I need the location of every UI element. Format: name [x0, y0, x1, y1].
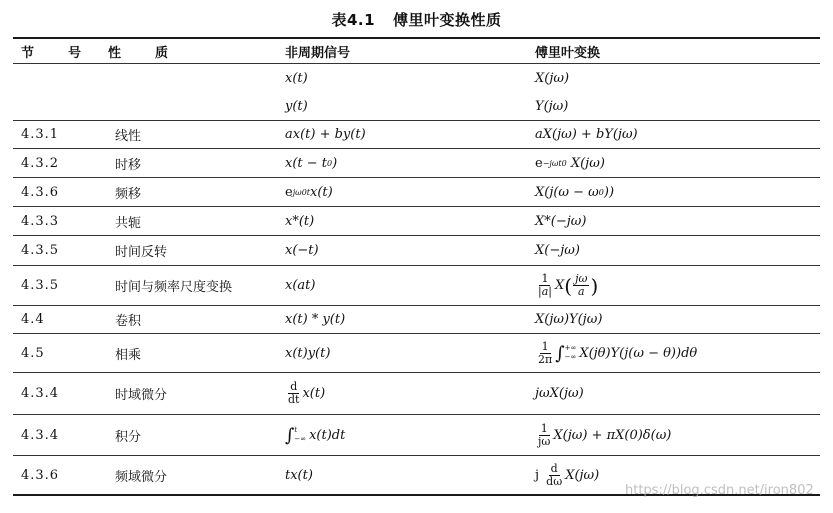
property-name: 频域微分 [115, 469, 168, 485]
table-row [13, 373, 820, 414]
section-number: 4.3.5 [21, 243, 60, 258]
transform-cell: Y(jω) [535, 99, 569, 114]
property-name: 线性 [115, 129, 142, 144]
property-name: 频移 [115, 186, 142, 202]
header-transform: 傅里叶变换 [535, 46, 601, 61]
header-property: 性 质 [108, 46, 169, 61]
section-number: 4.3.4 [21, 386, 60, 401]
transform-cell: $\frac{1}{2\pi}$ ∫ +∞ −∞ X(jθ)Y(j(ω − θ))dθ [538, 339, 698, 366]
header-section: 节 号 [21, 46, 82, 61]
section-number: 4.3.1 [21, 127, 60, 142]
transform-cell: X(−jω) [535, 243, 580, 258]
property-name: 时移 [115, 157, 142, 173]
table-number: 表4.1 [331, 11, 376, 29]
transform-cell: X(jω)Y(jω) [535, 312, 603, 327]
table-row [13, 93, 820, 120]
table-row [13, 306, 820, 333]
signal-cell: x(at) [285, 278, 316, 293]
signal-cell: x(t) * y(t) [285, 312, 346, 327]
table-title: 傅里叶变换性质 [393, 11, 502, 29]
property-name: 相乘 [115, 347, 142, 363]
table-row [13, 415, 820, 455]
property-name: 时域微分 [115, 388, 168, 403]
section-number: 4.3.3 [21, 213, 60, 229]
section-number: 4.5 [21, 345, 45, 361]
section-number: 4.3.4 [21, 427, 60, 443]
table-row [13, 236, 820, 265]
signal-cell: e jω0t x(t) [285, 184, 333, 200]
transform-cell: jωX(jω) [535, 386, 584, 401]
header-signal: 非周期信号 [285, 46, 351, 61]
property-name: 共轭 [115, 215, 142, 231]
signal-cell: x(t − t 0 ) [285, 155, 338, 171]
signal-cell: x*(t) [285, 213, 315, 229]
transform-cell: X(jω) [535, 71, 570, 86]
property-name: 时间反转 [115, 245, 168, 260]
transform-cell: aX(jω) + bY(jω) [535, 127, 638, 142]
table-row [13, 178, 820, 206]
section-number: 4.3.6 [21, 184, 60, 200]
signal-cell: x(t)y(t) [285, 345, 331, 361]
transform-cell: X(j(ω − ω 0 )) [535, 184, 615, 200]
table-row [13, 266, 820, 305]
table-header-row [13, 39, 820, 64]
signal-cell: $\frac{d}{dt}$ x(t) [288, 380, 326, 406]
table-row [13, 334, 820, 372]
transform-cell: j $\frac{d}{d\omega}$ X(jω) [535, 461, 600, 488]
property-name: 时间与频率尺度变换 [115, 280, 233, 295]
transform-cell: $\frac{1}{j\omega}$ X(jω) + πX(0)δ(ω) [538, 421, 672, 448]
table-row [13, 149, 820, 177]
signal-cell: ∫ t −∞ x(t)dt [285, 424, 346, 446]
signal-cell: y(t) [285, 99, 308, 114]
signal-cell: x(−t) [285, 243, 319, 258]
watermark: https://blog.csdn.net/iron802 [625, 483, 814, 498]
table-caption [0, 9, 833, 30]
table-row [13, 207, 820, 235]
table-row [13, 64, 820, 93]
property-name: 积分 [115, 429, 142, 445]
section-number: 4.3.5 [21, 278, 60, 293]
signal-cell: tx(t) [285, 467, 313, 483]
signal-cell: x(t) [285, 71, 308, 86]
table-row [13, 121, 820, 148]
signal-cell: ax(t) + by(t) [285, 127, 366, 142]
property-name: 卷积 [115, 314, 142, 329]
section-number: 4.3.6 [21, 467, 60, 483]
transform-cell: X*(−jω) [535, 213, 587, 229]
section-number: 4.3.2 [21, 155, 60, 171]
transform-cell: $\frac{1}{|a|}$ X ( $\frac{j\omega}{a}$ ) [538, 272, 599, 298]
section-number: 4.4 [21, 312, 45, 327]
transform-cell: e −jωt0 X(jω) [535, 155, 605, 171]
